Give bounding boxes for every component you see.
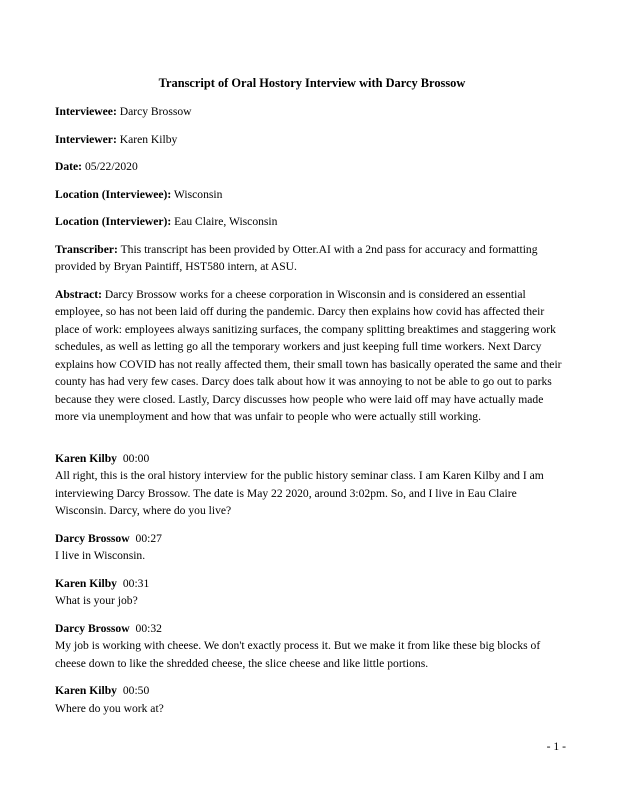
field-label: Interviewee:: [55, 105, 117, 118]
timestamp: 00:32: [135, 621, 162, 635]
timestamp: 00:31: [122, 576, 150, 590]
turn-text: Where do you work at?: [55, 701, 164, 715]
speaker-line: [55, 575, 569, 593]
abstract-label: Abstract:: [55, 287, 103, 301]
speaker-line: [55, 530, 569, 548]
field-location-interviewee: [55, 186, 569, 204]
document-body: [55, 74, 569, 727]
turn-text: What is your job?: [55, 594, 138, 607]
field-label: Interviewer:: [55, 132, 117, 146]
speaker-name: Karen Kilby: [55, 451, 117, 465]
field-value: Karen Kilby: [116, 132, 178, 146]
transcript-turn: [55, 530, 569, 565]
turn-text: My job is working with cheese. We don't exactly process it. But we make it from like these big blocks of cheese down to like the shredded cheese, the slice cheese and like little portions.: [55, 639, 541, 670]
speaker-name: Darcy Brossow: [55, 531, 130, 545]
speaker-line: [55, 620, 569, 638]
speaker-line: [55, 450, 569, 468]
field-value: Wisconsin: [171, 187, 223, 201]
turn-text: All right, this is the oral history interview for the public history seminar class. I am Karen Kilby and I am interviewing Darcy Brossow. The date is May 22 2020, around 3:02pm. So, and I live in Eau Claire Wisconsin. Darcy, where do you live?: [55, 469, 544, 517]
field-label: Date:: [55, 160, 83, 173]
transcript-turn: [55, 450, 569, 520]
transcript-turn: [55, 682, 569, 717]
transcriber-text: This transcript has been provided by Otter.AI with a 2nd pass for accuracy and formatting provided by Bryan Paintiff, HST580 intern, at ASU.: [55, 242, 538, 273]
speaker-name: Darcy Brossow: [55, 621, 130, 635]
abstract-paragraph: [55, 286, 569, 426]
field-value: Eau Claire, Wisconsin: [171, 215, 278, 228]
speaker-name: Karen Kilby: [55, 576, 117, 590]
speaker-name: Karen Kilby: [55, 684, 117, 697]
field-location-interviewer: [55, 213, 569, 231]
field-label: Location (Interviewee):: [55, 187, 172, 201]
field-date: [55, 158, 569, 176]
page-number: - 1 -: [546, 740, 566, 753]
timestamp: 00:27: [135, 531, 162, 545]
abstract-text: Darcy Brossow works for a cheese corporation in Wisconsin and is considered an essential employee, so has not been laid off during the pandemic. Darcy then explains how covid has affected their place of work: employees always sanitizing surfaces, the company splitting breaktimes and staggering work schedules, as well as letting go all the temporary workers and just keeping full time workers. Next Darcy explains how COVID has not really affected them, their small town has basically operated the same and their county has had very few cases. Darcy does talk about how it was annoying to not be able to go out to parks because they were closed. Lastly, Darcy discusses how people who were laid off may have actually made more via unemployment and how that was unfair to people who were actually still working.: [55, 287, 562, 423]
timestamp: 00:50: [122, 684, 150, 697]
field-value: 05/22/2020: [82, 160, 138, 173]
field-interviewee: [55, 103, 569, 121]
field-interviewer: [55, 131, 569, 149]
field-value: Darcy Brossow: [116, 105, 192, 118]
timestamp: 00:00: [122, 451, 150, 465]
transcriber-label: Transcriber:: [55, 242, 118, 256]
field-label: Location (Interviewer):: [55, 215, 172, 228]
transcript-turn: [55, 575, 569, 610]
turn-text: I live in Wisconsin.: [55, 549, 146, 562]
transcript-turn: [55, 620, 569, 673]
speaker-line: [55, 682, 569, 700]
transcriber-paragraph: [55, 241, 569, 276]
page-title: Transcript of Oral Hostory Interview with Darcy Brossow: [158, 76, 466, 90]
